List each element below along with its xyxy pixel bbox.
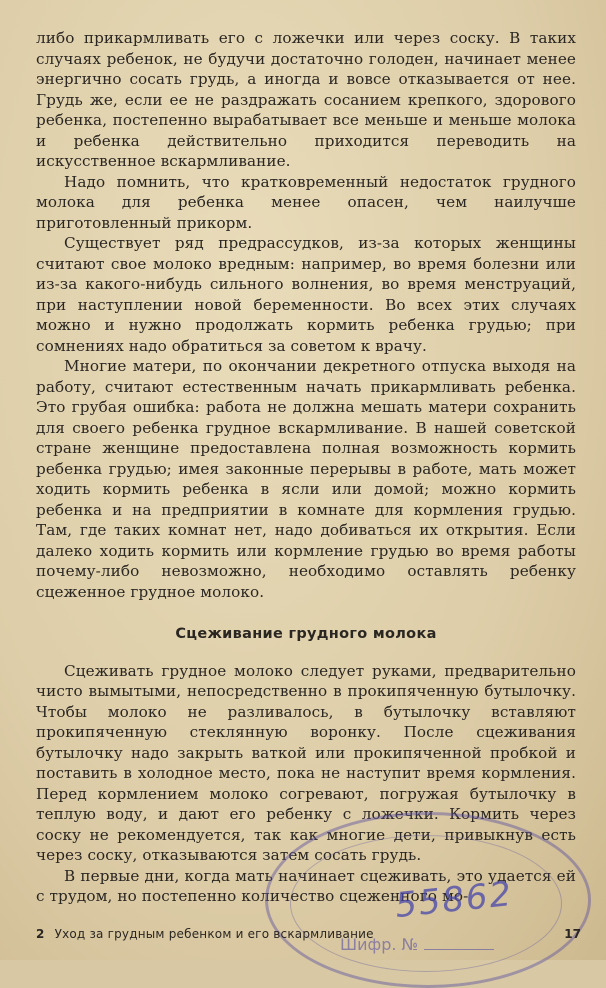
- stamp-shifr-label: Шифр. №: [340, 935, 419, 954]
- section-heading: Сцеживание грудного молока: [175, 626, 437, 642]
- paragraph-3: Существует ряд предрассудков, из-за которых женщины считают свое молоко вредным: например, во время болезни или из-за какого-нибудь сильного волнения, во время менструаций, при наступлении новой беременности. Во всех этих случаях можно и нужно продолжать кормить ребенка грудью; при сомнениях надо обратиться за советом к врачу.: [36, 234, 576, 355]
- paragraph-1: либо прикармливать его с ложечки или через соску. В таких случаях ребенок, не будучи достаточно голоден, начинает менее энергично сосать грудь, а иногда и вовсе отказывается от нее. Грудь же, если ее не раздражать сосанием крепкого, здорового ребенка, постепенно вырабатывает все меньше и меньше молока и ребенка действительно приходится переводить на искусственное вскармливание.: [36, 29, 576, 170]
- running-title: Уход за грудным ребенком и его вскармливание: [54, 927, 374, 941]
- page-footer: [36, 927, 581, 941]
- page-number: 17: [564, 927, 581, 941]
- paragraph-6: В первые дни, когда мать начинает сцеживать, это удается ей с трудом, но постепенно количество сцеженного мо-: [36, 866, 576, 905]
- footer-left: [36, 927, 374, 941]
- paragraph-5: Сцеживать грудное молоко следует руками, предварительно чисто вымытыми, непосредственно в прокипяченную бутылочку. Чтобы молоко не разливалось, в бутылочку вставляют прокипяченную стеклянную воронку. После сцеживания бутылочку надо закрыть ваткой или прокипяченной пробкой и поставить в холодное место, пока не наступит время кормления. Перед кормлением молоко согревают, погружая бутылочку в теплую воду, и дают его ребенку с ложечки. Кормить через соску не рекомендуется, так как многие дети, привыкнув есть через соску, отказываются затем сосать грудь.: [36, 661, 576, 864]
- stamp-shifr-line: [424, 949, 494, 950]
- stamp-number: 55862: [393, 873, 515, 927]
- body-text: [36, 28, 576, 907]
- signature-mark: 2: [36, 927, 45, 941]
- paragraph-4: Многие матери, по окончании декретного отпуска выходя на работу, считают естественным начать прикармливать ребенка. Это грубая ошибка: работа не должна мешать матери сохранить для своего ребенка грудное вскармливание. В нашей советской стране женщине предоставлена полная возможность кормить ребенка грудью; имея законные перерывы в работе, мать может ходить кормить ребенка в ясли или домой; можно кормить ребенка и на предприятии в комнате для кормления грудью. Там, где таких комнат нет, надо добиваться их открытия. Если далеко ходить кормить или кормление грудью во время работы почему-либо невозможно, необходимо оставлять ребенку сцеженное грудное молоко.: [36, 357, 576, 601]
- paragraph-2: Надо помнить, что кратковременный недостаток грудного молока для ребенка менее опасен, чем наилучше приготовленный прикорм.: [36, 172, 576, 232]
